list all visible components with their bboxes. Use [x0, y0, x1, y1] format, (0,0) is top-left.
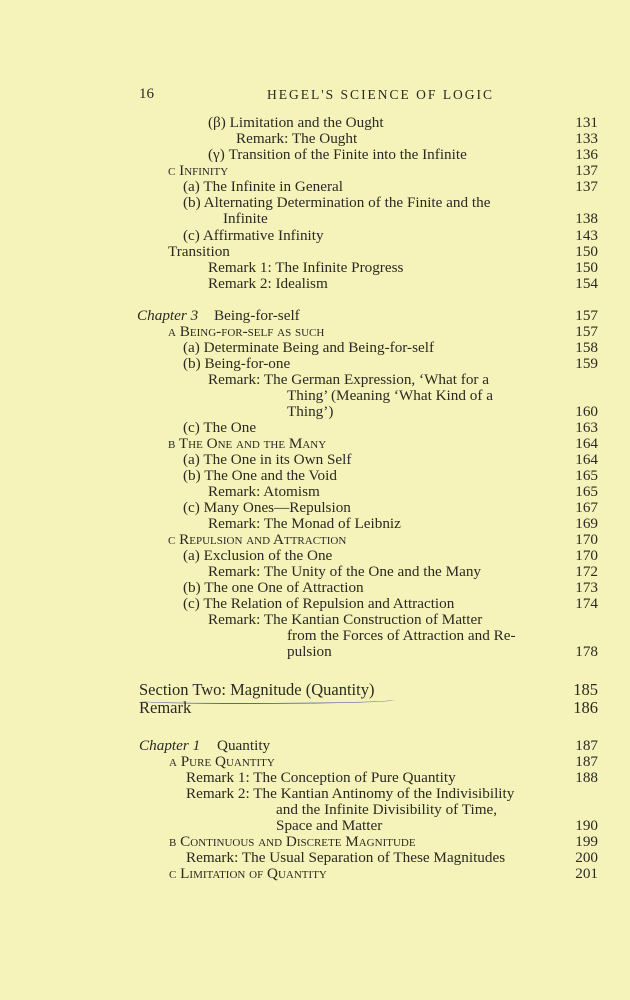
toc-entry: (c) Many Ones—Repulsion 167: [183, 499, 598, 516]
toc-entry: a Being-for-self as such 157: [168, 323, 598, 340]
toc-entry: Transition 150: [168, 243, 598, 260]
toc-entry: (b) The One and the Void 165: [183, 467, 598, 484]
toc-entry: (c) The Relation of Repulsion and Attraction 174: [183, 595, 598, 612]
toc-entry: (a) Determinate Being and Being-for-self 158: [183, 339, 598, 356]
toc-section-heading: Section Two: Magnitude (Quantity) 185: [139, 680, 598, 699]
toc-entry: (b) The one One of Attraction 173: [183, 579, 598, 596]
toc-entry: a Pure Quantity 187: [169, 753, 598, 770]
toc-entry: and the Infinite Divisibility of Time,: [276, 801, 498, 818]
toc-entry: Remark: The Usual Separation of These Magnitudes 200: [186, 849, 598, 866]
toc-entry: c Infinity 137: [168, 162, 598, 179]
toc-entry: (b) Being-for-one 159: [183, 355, 598, 372]
toc-entry: (c) Affirmative Infinity 143: [183, 227, 598, 244]
toc-entry: Remark 2: Idealism 154: [208, 275, 598, 292]
toc-entry: Thing’) 160: [287, 403, 598, 420]
running-header: [139, 86, 597, 108]
toc-entry: (b) Alternating Determination of the Finite and the: [183, 194, 491, 211]
toc-entry: (β) Limitation and the Ought 131: [208, 114, 598, 131]
toc-entry: c Limitation of Quantity 201: [169, 865, 598, 882]
toc-entry: Thing’ (Meaning ‘What Kind of a: [287, 387, 493, 404]
toc-entry: pulsion 178: [287, 643, 598, 660]
toc-entry: Remark: The Kantian Construction of Matter: [208, 611, 483, 628]
toc-chapter-heading: Chapter 1 Quantity 187: [139, 737, 598, 754]
header-running-title: HEGEL'S SCIENCE OF LOGIC: [267, 87, 495, 102]
toc-entry: Remark: The Monad of Leibniz 169: [208, 515, 598, 532]
toc-entry: b Continuous and Discrete Magnitude 199: [169, 833, 598, 850]
toc-entry: Remark 1: The Conception of Pure Quantity 188: [186, 769, 598, 786]
toc-entry: Remark 1: The Infinite Progress 150: [208, 259, 598, 276]
toc-entry: (γ) Transition of the Finite into the Infinite 136: [208, 146, 598, 163]
toc-entry: (a) The One in its Own Self 164: [183, 451, 598, 468]
toc-entry: b The One and the Many 164: [168, 435, 598, 452]
toc-chapter-heading: Chapter 3 Being-for-self 157: [137, 307, 598, 324]
header-page-number: 16: [139, 86, 154, 102]
toc-entry: (c) The One 163: [183, 419, 598, 436]
toc-entry: from the Forces of Attraction and Re-: [287, 627, 516, 644]
toc-entry: Infinite 138: [223, 210, 598, 227]
toc-entry: Space and Matter 190: [276, 817, 598, 834]
toc-entry: c Repulsion and Attraction 170: [168, 531, 598, 548]
toc-entry: Remark 186: [139, 698, 598, 717]
toc-entry: (a) Exclusion of the One 170: [183, 547, 598, 564]
toc-entry: Remark 2: The Kantian Antinomy of the Indivisibility: [186, 785, 515, 802]
toc-entry: Remark: The Unity of the One and the Many 172: [208, 563, 598, 580]
toc-entry: (a) The Infinite in General 137: [183, 178, 598, 195]
toc-entry: Remark: The German Expression, ‘What for a: [208, 371, 490, 388]
toc-entry: Remark: The Ought 133: [236, 130, 598, 147]
toc-entry: Remark: Atomism 165: [208, 483, 598, 500]
